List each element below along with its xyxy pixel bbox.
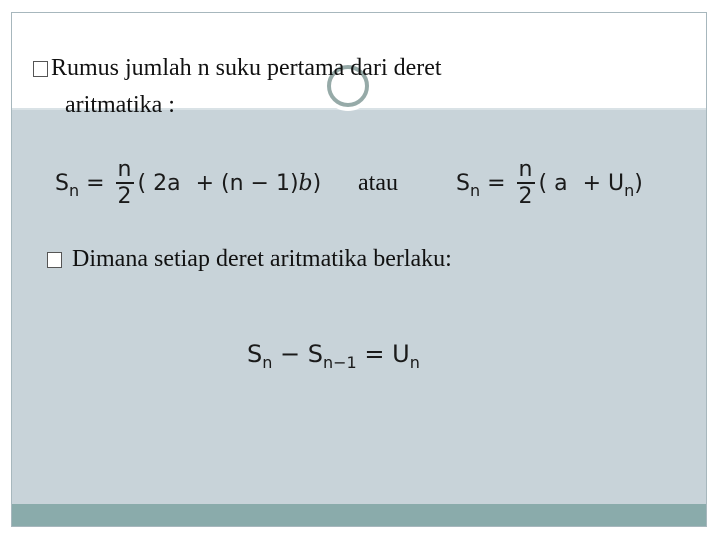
formula1-term-a: ( 2a (137, 170, 181, 196)
formula1-close-paren: ) (312, 170, 322, 196)
formula3-equals: = (364, 340, 385, 368)
formula3-u-sub: n (409, 353, 420, 372)
formula2-equals: = (487, 170, 506, 196)
formula1-denominator: 2 (117, 183, 132, 209)
bullet-1-line-1 (33, 55, 442, 82)
bullet-2-text: Dimana setiap deret aritmatika berlaku: (72, 246, 452, 272)
formula1-fraction (116, 158, 134, 210)
formula2-u-sub: n (624, 180, 635, 200)
formula2-denominator: 2 (518, 183, 533, 209)
formula3-s2-sub: n−1 (323, 353, 357, 372)
formula2-fraction (517, 158, 535, 210)
bullet-1-text: Rumus jumlah n suku pertama dari deret (51, 55, 442, 81)
bullet-box-icon (47, 252, 62, 268)
formula2-numerator: n (518, 157, 533, 182)
formula3-u: U (392, 340, 410, 368)
bullet-1-line-2: aritmatika : (65, 92, 175, 118)
atau-connector: atau (358, 170, 398, 196)
slide-footer-bar (12, 504, 706, 526)
formula1-lhs-sub: n (68, 180, 80, 200)
formula1-term-n: (n − 1) (221, 170, 299, 196)
formula-sum-with-difference (55, 158, 321, 210)
formula3-minus: − (280, 340, 301, 368)
formula3-s1-sub: n (262, 353, 273, 372)
formula2-lhs-sub: n (469, 180, 481, 200)
formula2-u: U (608, 170, 625, 196)
formula1-plus: + (195, 170, 214, 196)
formula2-plus: + (582, 170, 601, 196)
formula1-equals: = (86, 170, 105, 196)
formula1-numerator: n (117, 157, 132, 182)
formula2-term-a: ( a (538, 170, 568, 196)
formula-sum-with-last-term (456, 158, 643, 210)
formula3-s1: S (247, 340, 263, 368)
formula1-var-b: b (298, 170, 313, 196)
formula-term-relation (247, 340, 420, 372)
formula3-s2: S (307, 340, 323, 368)
formula2-lhs: S (456, 170, 470, 196)
formula2-close-paren: ) (634, 170, 643, 196)
formula1-lhs: S (55, 170, 69, 196)
bullet-2 (47, 246, 452, 273)
bullet-box-icon (33, 61, 48, 77)
